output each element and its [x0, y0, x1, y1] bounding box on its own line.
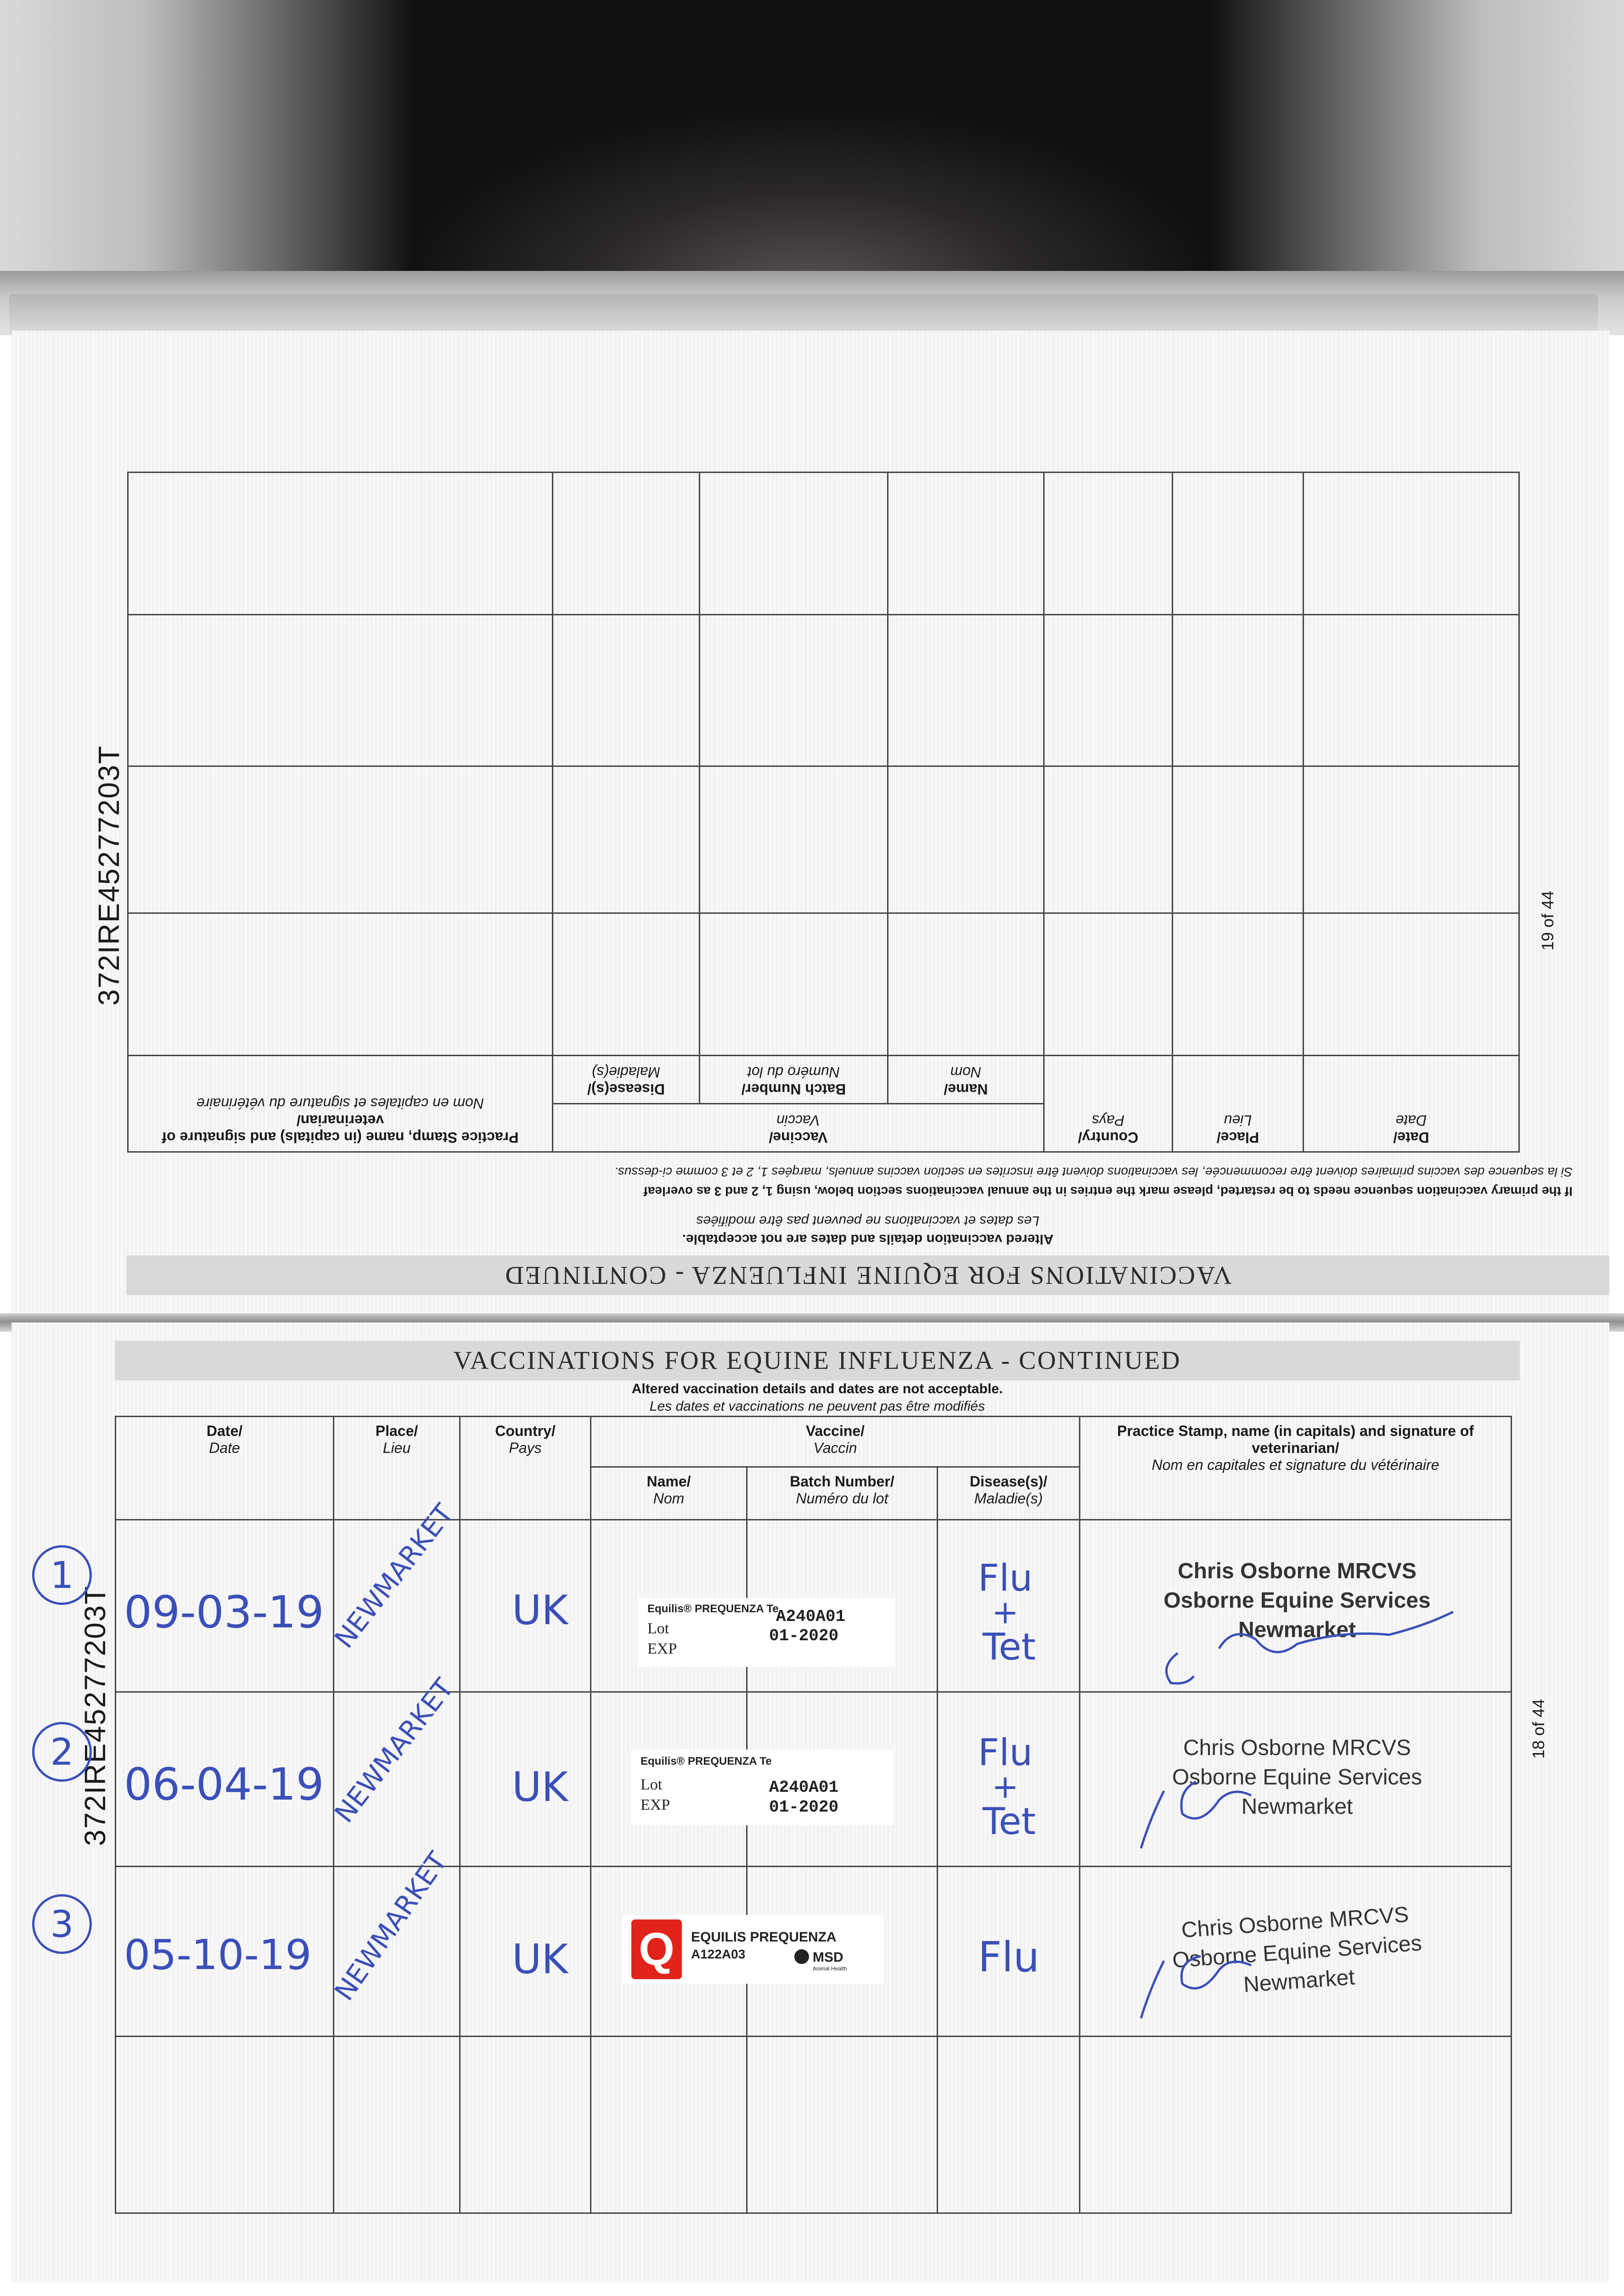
- entry-place-2: NEWMARKET: [328, 1672, 460, 1829]
- altered-notice-fr: Les dates et vaccinations ne peuvent pas être modifiées: [696, 1213, 1040, 1228]
- table-row: [116, 2037, 1512, 2213]
- header-disease: Disease(s)/ Maladie(s): [938, 1467, 1080, 1520]
- header-disease: Disease(s)/ Maladie(s): [552, 1056, 699, 1104]
- table-row: [128, 473, 1519, 615]
- table-row: [128, 766, 1519, 913]
- entry-country-3: UK: [512, 1936, 568, 1983]
- header-stamp: Practice Stamp, name (in capitals) and signature of veterinarian/ Nom en capitales et signature du vétérinaire: [128, 1056, 552, 1152]
- entry-marker-3: 3: [32, 1894, 92, 1954]
- vet-signature-2: [1113, 1763, 1297, 1855]
- entry-place-3: NEWMARKET: [328, 1846, 454, 2007]
- header-name: Name/ Nom: [591, 1467, 747, 1520]
- vet-practice: Osborne Equine Services: [1171, 1931, 1423, 1973]
- vaccine-sticker-3: Q EQUILIS PREQUENZA A122A03 MSD Animal Health: [622, 1915, 884, 1984]
- restart-notice-fr: Si la sequence des vaccins primaires doivent être recommencée, les vaccinations doivent être inscrites en section vaccins annuels, marqées 1, 2 et 3 comme ci-dessus.: [614, 1165, 1573, 1179]
- entry-date-1: 09-03-19: [124, 1587, 324, 1638]
- header-stamp: Practice Stamp, name (in capitals) and signature of veterinarian/ Nom en capitales et signature du vétérinaire: [1080, 1417, 1512, 1520]
- header-name: Name/ Nom: [888, 1056, 1044, 1104]
- entry-marker-2: 2: [32, 1722, 92, 1782]
- entry-disease-1a: Flu: [978, 1557, 1033, 1599]
- entry-country-1: UK: [512, 1587, 568, 1634]
- page-number: 18 of 44: [1529, 1699, 1548, 1759]
- passport-cover-inner: [9, 294, 1598, 335]
- msd-icon: [794, 1949, 809, 1964]
- passport-page-19: [11, 331, 1609, 1322]
- entry-disease-3: Flu: [978, 1933, 1040, 1981]
- altered-notice: Altered vaccination details and dates are not acceptable.: [631, 1381, 1003, 1396]
- scan-glare-right: [1211, 0, 1624, 294]
- vet-name: Chris Osborne MRCVS: [1180, 1902, 1410, 1943]
- header-batch: Batch Number/ Numéro du lot: [700, 1056, 888, 1104]
- vet-name: Chris Osborne MRCVS: [1177, 1559, 1417, 1583]
- passport-code: 372IRE45277203T: [79, 1585, 112, 1846]
- header-place: Place/ Lieu: [334, 1417, 460, 1520]
- vaccine-sticker-2: Equilis® PREQUENZA Te Lot EXP A240A01 01-2020: [631, 1750, 893, 1825]
- vet-town: Newmarket: [1238, 1618, 1356, 1642]
- page-title: VACCINATIONS FOR EQUINE INFLUENZA - CONTINUED: [453, 1346, 1181, 1375]
- header-place: Place/ Lieu: [1173, 1056, 1304, 1152]
- page-title: VACCINATIONS FOR EQUINE INFLUENZA - CONTINUED: [504, 1261, 1232, 1289]
- header-country: Country/ Pays: [460, 1417, 591, 1520]
- header-vaccine: Vaccine/ Vaccin: [552, 1104, 1044, 1152]
- vet-signature-1: [1150, 1598, 1472, 1690]
- page-title-band: [115, 1341, 1520, 1380]
- vet-practice: Osborne Equine Services: [1163, 1588, 1431, 1613]
- scan-glare-left: [0, 0, 413, 294]
- vet-town: Newmarket: [1241, 1795, 1353, 1819]
- vaccine-sticker-1: Equilis® PREQUENZA Te Lot EXP A240A01 01-2020: [638, 1598, 895, 1667]
- header-vaccine: Vaccine/ Vaccin: [591, 1417, 1080, 1467]
- header-date: Date/ Date: [1304, 1056, 1519, 1152]
- page-number: 19 of 44: [1538, 890, 1557, 951]
- page-title-band: [126, 1255, 1609, 1295]
- entry-marker-1: 1: [32, 1545, 92, 1605]
- vet-signature-3: [1113, 1938, 1297, 2030]
- entry-place-1: NEWMARKET: [328, 1498, 460, 1654]
- header-country: Country/ Pays: [1044, 1056, 1173, 1152]
- q-logo: Q: [631, 1919, 682, 1979]
- upside-down-page-content: [11, 331, 1609, 1322]
- header-batch: Batch Number/ Numéro du lot: [747, 1467, 938, 1520]
- entry-date-3: 05-10-19: [124, 1931, 312, 1979]
- table-row: [128, 913, 1519, 1056]
- entry-country-2: UK: [512, 1763, 568, 1811]
- entry-disease-1c: Tet: [983, 1626, 1036, 1668]
- altered-notice-fr: Les dates et vaccinations ne peuvent pas être modifiés: [649, 1399, 985, 1414]
- restart-notice: If the primary vaccination sequence needs to be restarted, please mark the entries in the annual vaccinations section below, using 1, 2 and 3 as overleaf: [643, 1184, 1573, 1199]
- entry-disease-1b: +: [992, 1593, 1019, 1631]
- entry-date-2: 06-04-19: [124, 1759, 324, 1810]
- table-row: [128, 615, 1519, 766]
- passport-page-18: [11, 1322, 1609, 2282]
- scan-dark-background: [0, 0, 1624, 294]
- altered-notice: Altered vaccination details and dates are not acceptable.: [682, 1232, 1054, 1247]
- vet-town: Newmarket: [1242, 1965, 1356, 1998]
- entry-disease-2c: Tet: [983, 1800, 1036, 1843]
- vet-name: Chris Osborne MRCVS: [1183, 1736, 1411, 1760]
- top-vaccination-table: [127, 472, 1520, 1153]
- entry-disease-2b: +: [992, 1768, 1019, 1806]
- entry-disease-2a: Flu: [978, 1731, 1033, 1774]
- vet-practice: Osborne Equine Services: [1172, 1765, 1422, 1790]
- passport-code: 372IRE45277203T: [92, 745, 125, 1006]
- header-date: Date/ Date: [116, 1417, 334, 1520]
